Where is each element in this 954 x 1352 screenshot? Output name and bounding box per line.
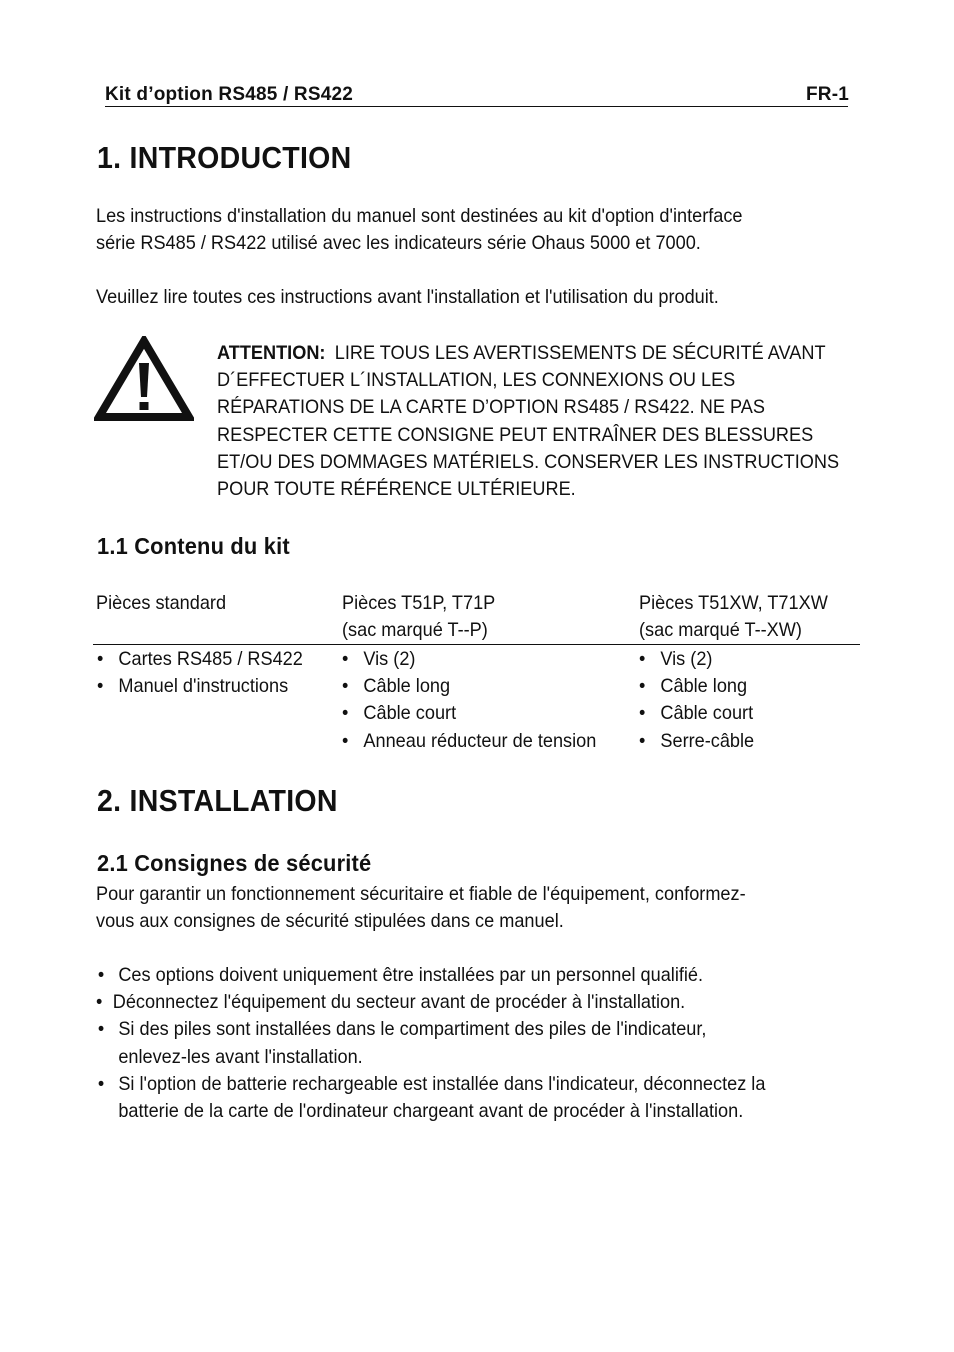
warning-triangle-icon (94, 336, 194, 422)
list-item-text: Si l'option de batterie rechargeable est installée dans l'indicateur, déconnectez la (118, 1072, 766, 1095)
warning-line: D´EFFECTUER L´INSTALLATION, LES CONNEXIONS OU LES (217, 369, 736, 392)
list-item: • Câble court (342, 702, 457, 725)
list-item-text: Ces options doivent uniquement être installées par un personnel qualifié. (118, 964, 704, 986)
list-item: • Ces options doivent uniquement être installées par un personnel qualifié. (96, 962, 765, 989)
subsection-heading-safety: 2.1 Consignes de sécurité (97, 850, 372, 876)
list-item: • Anneau réducteur de tension (342, 729, 597, 752)
list-item-text: Anneau réducteur de tension (363, 729, 597, 752)
read-instructions-paragraph: Veuillez lire toutes ces instructions avant l'installation et l'utilisation du produit. (96, 286, 719, 308)
list-item-text: Déconnectez l'équipement du secteur avant de procéder à l'installation. (112, 991, 686, 1014)
header-rule (105, 106, 848, 107)
kit-column-header-line: (sac marqué T--XW) (639, 619, 802, 642)
page-number: FR-1 (806, 84, 850, 105)
kit-table-rule (93, 644, 860, 645)
list-item-text: Vis (2) (363, 648, 416, 670)
list-item-text: Câble court (660, 702, 754, 725)
kit-list-t51p (342, 646, 596, 755)
list-item-text: Câble long (363, 675, 451, 698)
kit-column-header-line: Pièces T51XW, T71XW (639, 592, 828, 614)
list-item-text-continued: batterie de la carte de l'ordinateur chargeant avant de procéder à l'installation. (118, 1100, 744, 1123)
list-item-text-continued: enlevez-les avant l'installation. (118, 1045, 363, 1068)
kit-list-t51xw (639, 646, 754, 755)
intro-paragraph-line: Les instructions d'installation du manuel sont destinées au kit d'option d'interface (96, 205, 743, 227)
kit-column-header-line: Pièces standard (96, 592, 227, 614)
list-item: • Câble long (342, 675, 451, 698)
section-heading-installation: 2. INSTALLATION (97, 783, 338, 818)
list-item-text: Serre-câble (660, 729, 755, 752)
list-item: • Déconnectez l'équipement du secteur avant de procéder à l'installation. (96, 989, 765, 1016)
kit-column-header-line: (sac marqué T--P) (342, 619, 488, 642)
list-item-text: Si des piles sont installées dans le compartiment des piles de l'indicateur, (118, 1018, 707, 1041)
list-item: • Si des piles sont installées dans le compartiment des piles de l'indicateur, enlevez-les avant l'installation. (96, 1016, 765, 1070)
kit-column-header-t51p (342, 590, 495, 644)
warning-text (217, 340, 839, 503)
warning-line: POUR TOUTE RÉFÉRENCE ULTÉRIEURE. (217, 478, 576, 501)
list-item: • Serre-câble (639, 729, 755, 752)
list-item: • Vis (2) (342, 648, 416, 670)
intro-paragraph (96, 203, 803, 257)
list-item-text: Câble long (660, 675, 748, 698)
warning-line: LIRE TOUS LES AVERTISSEMENTS DE SÉCURITÉ AVANT (334, 342, 826, 364)
kit-list-standard (97, 646, 303, 700)
list-item: • Manuel d'instructions (97, 675, 289, 698)
list-item: • Câble long (639, 675, 748, 698)
safety-intro-paragraph (96, 881, 803, 935)
header-title: Kit d’option RS485 / RS422 (105, 84, 354, 105)
safety-list (96, 962, 765, 1125)
intro-paragraph-line: série RS485 / RS422 utilisé avec les indicateurs série Ohaus 5000 et 7000. (96, 232, 701, 254)
warning-line: RÉPARATIONS DE LA CARTE D’OPTION RS485 / RS422. NE PAS (217, 396, 765, 419)
kit-column-header-t51xw (639, 590, 828, 644)
safety-intro-line: vous aux consignes de sécurité stipulées dans ce manuel. (96, 910, 564, 932)
warning-label: ATTENTION: (217, 342, 326, 364)
warning-line: RESPECTER CETTE CONSIGNE PEUT ENTRAÎNER DES BLESSURES (217, 423, 814, 446)
section-heading-introduction: 1. INTRODUCTION (97, 140, 352, 175)
list-item-text: Vis (2) (660, 648, 713, 670)
list-item: • Câble court (639, 702, 754, 725)
list-item-text: Cartes RS485 / RS422 (118, 648, 303, 670)
list-item: • Vis (2) (639, 648, 713, 670)
list-item-text: Câble court (363, 702, 457, 725)
warning-line: ET/OU DES DOMMAGES MATÉRIELS. CONSERVER LES INSTRUCTIONS (217, 450, 840, 473)
kit-column-header-standard (96, 590, 226, 617)
safety-intro-line: Pour garantir un fonctionnement sécuritaire et fiable de l'équipement, conformez- (96, 883, 746, 905)
list-item-text: Manuel d'instructions (118, 675, 289, 698)
subsection-heading-kit-contents: 1.1 Contenu du kit (97, 533, 290, 559)
kit-column-header-line: Pièces T51P, T71P (342, 592, 496, 614)
list-item: • Si l'option de batterie rechargeable est installée dans l'indicateur, déconnectez la batterie de la carte de l'ordinateur chargeant avant de procéder à l'installation. (96, 1071, 765, 1125)
list-item: • Cartes RS485 / RS422 (97, 648, 303, 670)
